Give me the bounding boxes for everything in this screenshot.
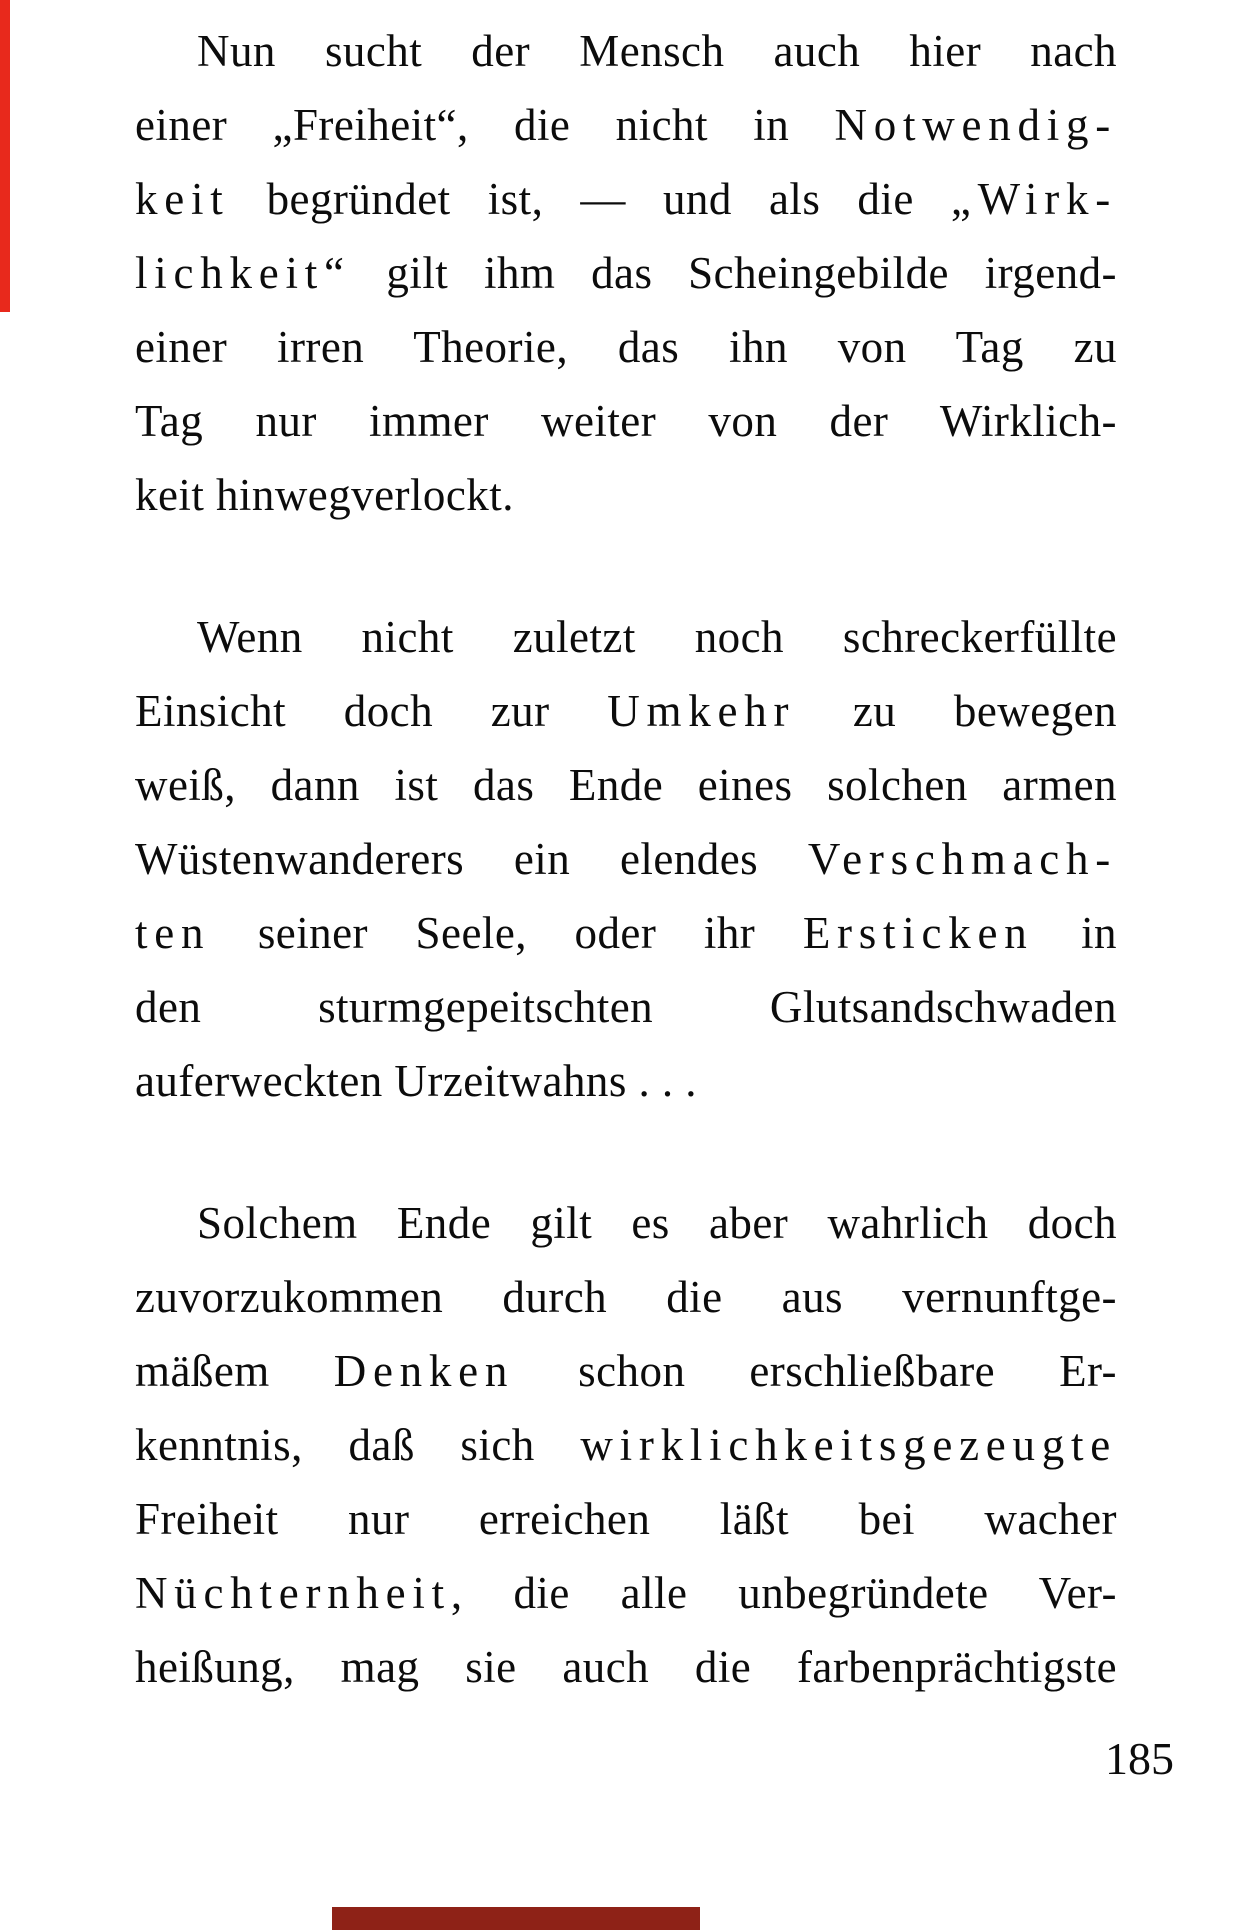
- text-segment: Einsicht doch zur: [135, 686, 608, 736]
- text-line: [135, 384, 1117, 458]
- text-segment: gilt ihm das Scheingebilde irgend-: [350, 248, 1117, 298]
- letterspaced-text: Nüchternheit: [135, 1568, 451, 1618]
- text-line: [135, 822, 1117, 896]
- bottom-edge-red-scan-mark: [332, 1907, 700, 1930]
- text-line: [135, 1482, 1117, 1556]
- text-segment: mäßem: [135, 1346, 334, 1396]
- text-line: [135, 896, 1117, 970]
- text-segment: Freiheit nur erreichen läßt bei wacher: [135, 1494, 1117, 1544]
- text-segment: Wüstenwanderers ein elendes: [135, 834, 808, 884]
- text-line: [135, 1044, 1117, 1118]
- text-segment: keit hinwegverlockt.: [135, 470, 514, 520]
- text-segment: kenntnis, daß sich: [135, 1420, 581, 1470]
- text-segment: einer „Freiheit“, die nicht in: [135, 100, 835, 150]
- text-line: [135, 1556, 1117, 1630]
- text-line: [135, 1260, 1117, 1334]
- page-number: 185: [1105, 1733, 1174, 1784]
- paragraph: [135, 600, 1117, 1118]
- text-segment: zu bewegen: [795, 686, 1117, 736]
- letterspaced-text: Verschmach-: [807, 834, 1117, 884]
- text-segment: weiß, dann ist das Ende eines solchen armen: [135, 760, 1117, 810]
- letterspaced-text: keit: [135, 174, 230, 224]
- text-line: [135, 674, 1117, 748]
- text-segment: begründet ist, — und als die: [229, 174, 951, 224]
- text-segment: einer irren Theorie, das ihn von Tag zu: [135, 322, 1117, 372]
- text-line: [135, 1408, 1117, 1482]
- text-line: [135, 162, 1117, 236]
- text-line: [135, 236, 1117, 310]
- text-line: [135, 1630, 1117, 1704]
- text-segment: zuvorzukommen durch die aus vernunftge-: [135, 1272, 1117, 1322]
- text-segment: seiner Seele, oder ihr: [210, 908, 803, 958]
- text-line: [135, 458, 1117, 532]
- text-segment: schon erschließbare Er-: [514, 1346, 1117, 1396]
- text-segment: in: [1033, 908, 1117, 958]
- letterspaced-text: wirklichkeitsgezeugte: [580, 1420, 1117, 1470]
- text-line: [135, 600, 1117, 674]
- letterspaced-text: Notwendig-: [834, 100, 1117, 150]
- text-line: [135, 14, 1117, 88]
- text-segment: Nun sucht der Mensch auch hier nach: [197, 26, 1117, 76]
- letterspaced-text: Denken: [333, 1346, 515, 1396]
- text-segment: den sturmgepeitschten Glutsandschwaden: [135, 982, 1117, 1032]
- letterspaced-text: ten: [135, 908, 211, 958]
- text-segment: heißung, mag sie auch die farbenprächtigste: [135, 1642, 1117, 1692]
- letterspaced-text: Umkehr: [607, 686, 796, 736]
- letterspaced-text: lichkeit“: [135, 248, 351, 298]
- letterspaced-text: „Wirk-: [950, 174, 1117, 224]
- text-segment: Wenn nicht zuletzt noch schreckerfüllte: [197, 612, 1117, 662]
- text-line: [135, 310, 1117, 384]
- paragraph: [135, 14, 1117, 532]
- text-line: [135, 970, 1117, 1044]
- text-line: [135, 748, 1117, 822]
- text-line: [135, 1186, 1117, 1260]
- text-segment: Tag nur immer weiter von der Wirklich-: [135, 396, 1117, 446]
- text-line: [135, 88, 1117, 162]
- text-segment: , die alle unbegründete Ver-: [450, 1568, 1117, 1618]
- text-block: [135, 14, 1117, 1704]
- text-segment: Solchem Ende gilt es aber wahrlich doch: [197, 1198, 1117, 1248]
- text-segment: auferweckten Urzeitwahns . . .: [135, 1056, 698, 1106]
- text-line: [135, 1334, 1117, 1408]
- letterspaced-text: Ersticken: [802, 908, 1034, 958]
- left-edge-red-scan-mark: [0, 0, 10, 312]
- paragraph: [135, 1186, 1117, 1704]
